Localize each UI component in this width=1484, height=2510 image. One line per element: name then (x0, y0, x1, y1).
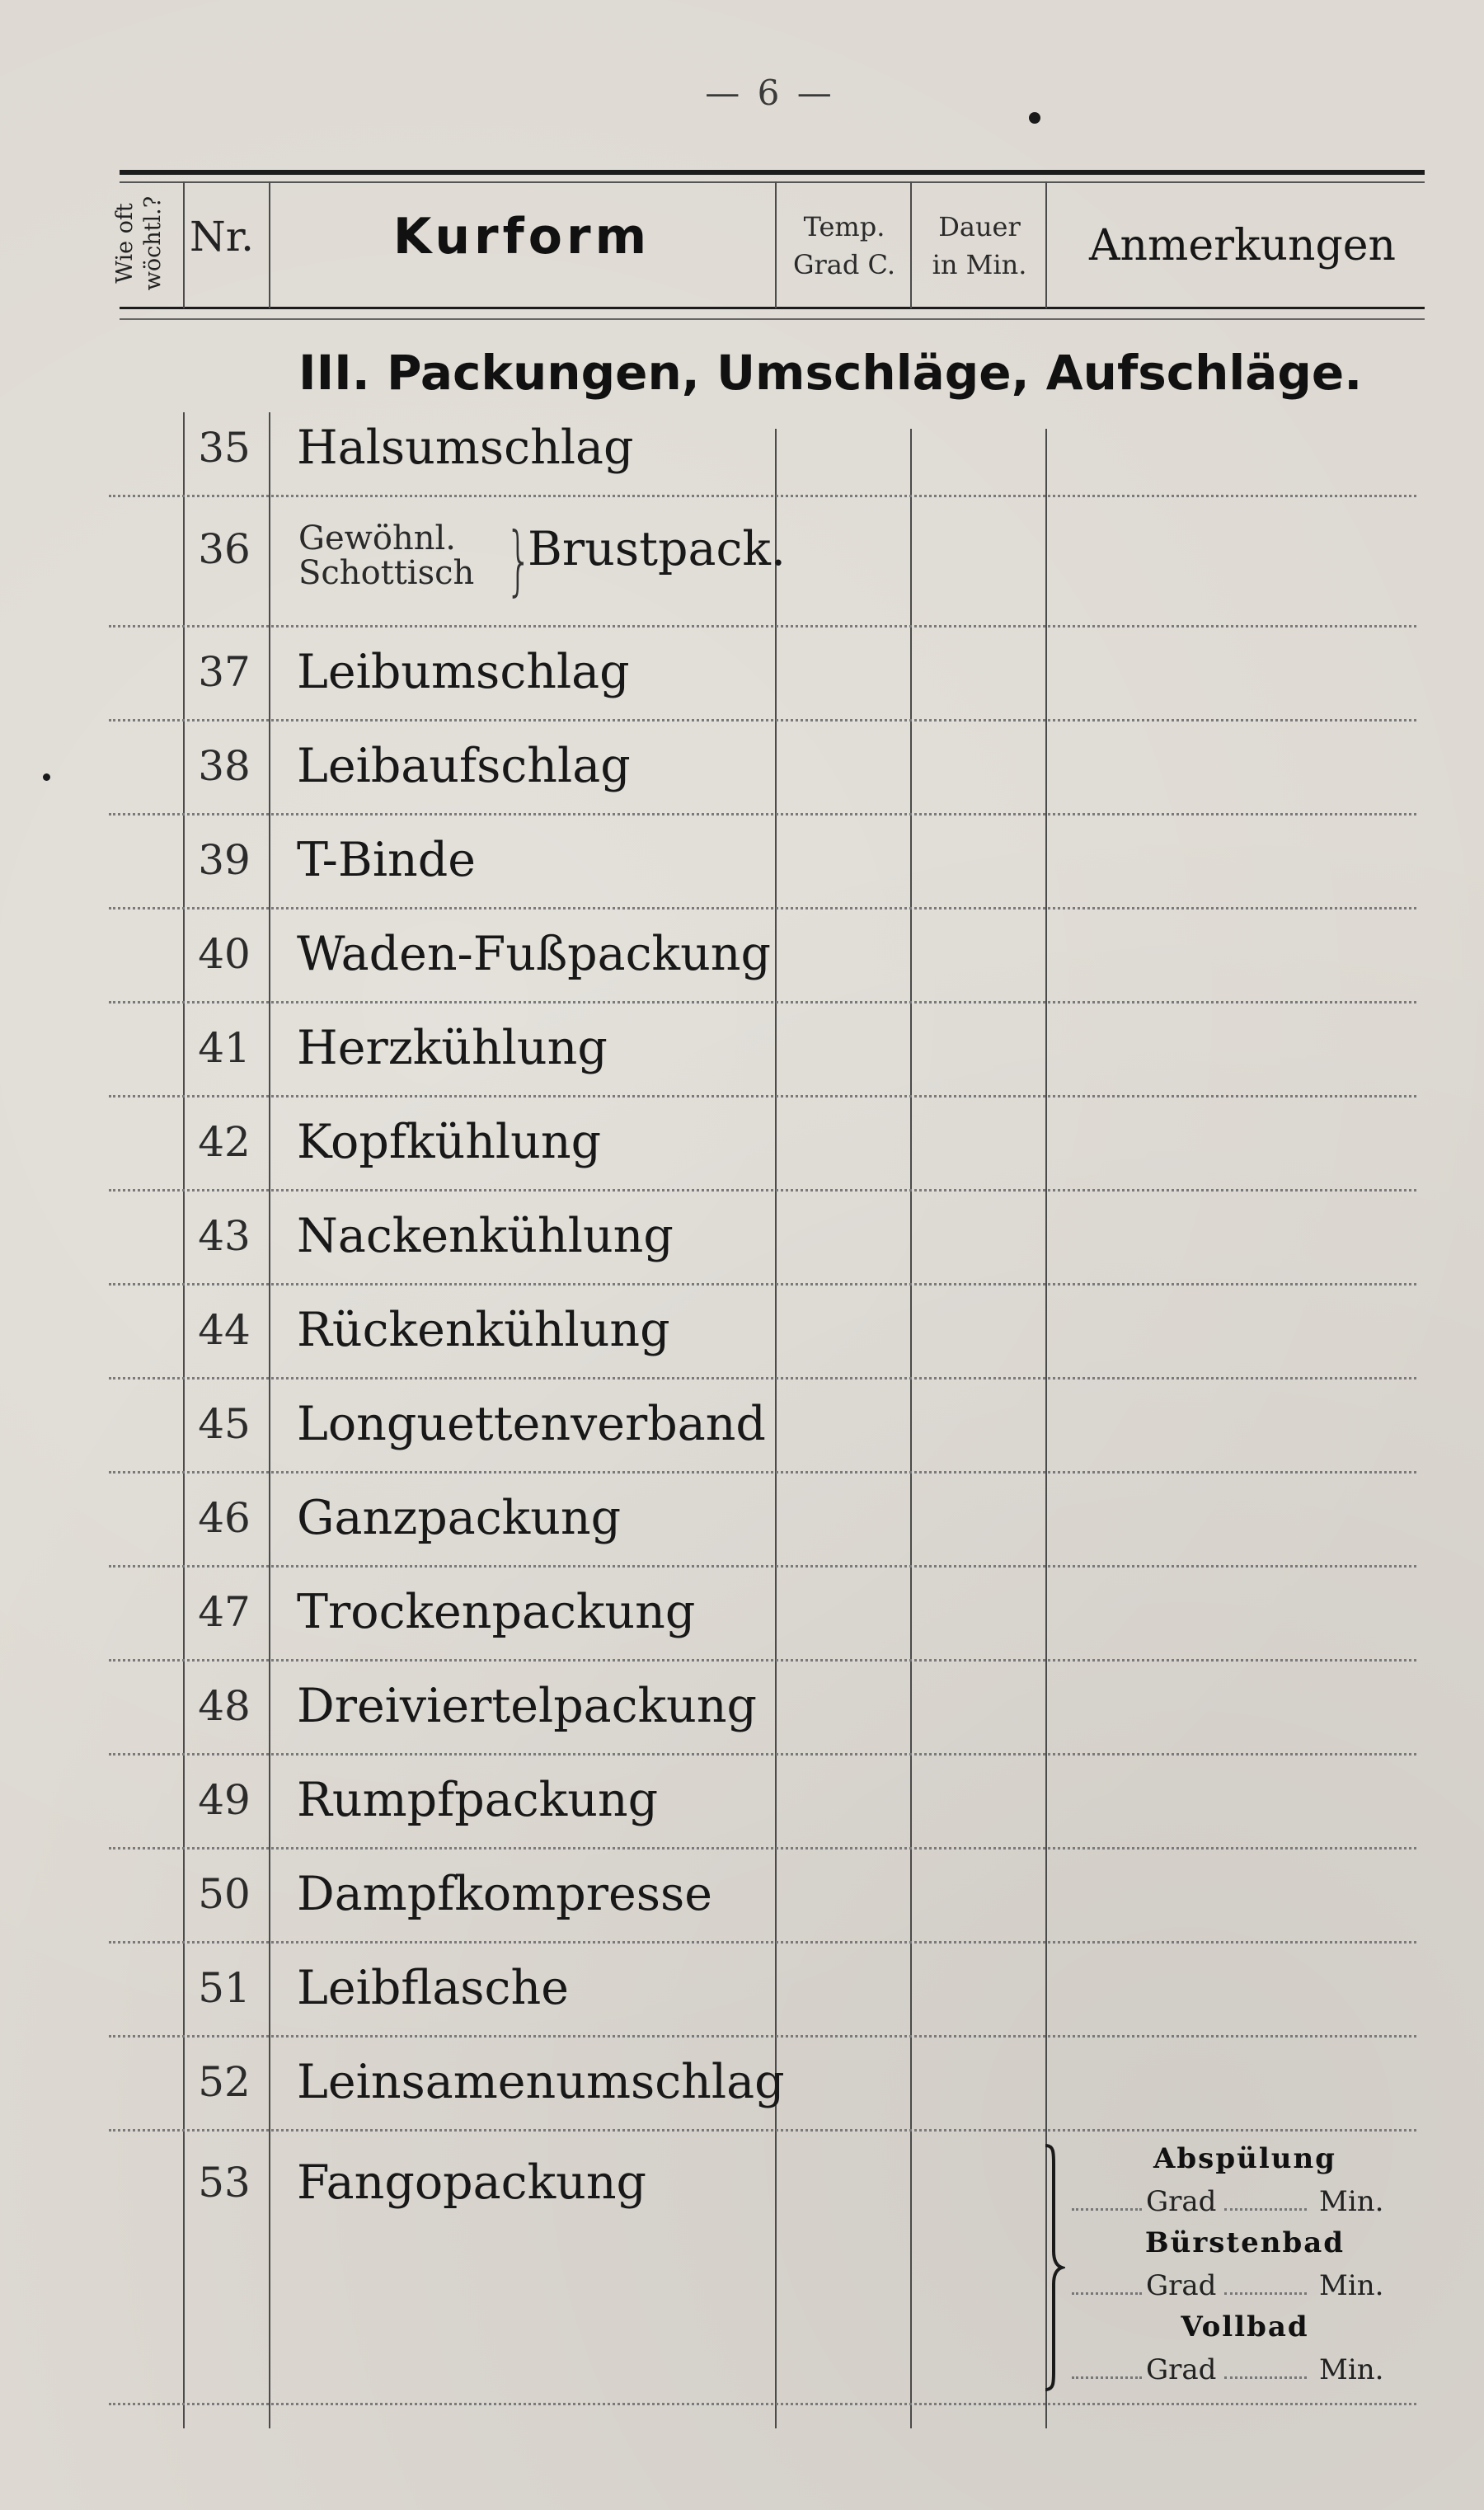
table-row (0, 1565, 1484, 1659)
header-divider (910, 181, 912, 308)
row-number: 51 (198, 1964, 251, 2012)
treatment-name: Waden-Fußpackung (297, 927, 771, 981)
table-row (0, 401, 1484, 495)
notes-brace (1040, 2144, 1065, 2391)
header-top-thin-rule (120, 181, 1425, 183)
header-bottom-rule (120, 307, 1425, 309)
row-number: 35 (198, 424, 251, 472)
header-divider (1045, 181, 1047, 308)
row-number: 53 (198, 2159, 251, 2207)
treatment-name: Ganzpackung (297, 1491, 622, 1545)
table-row (0, 1471, 1484, 1565)
temp-header: Temp. Grad C. (792, 211, 896, 280)
ink-speck (1029, 112, 1040, 124)
fill-in-dots (1224, 2376, 1307, 2379)
table-row (0, 625, 1484, 719)
dauer-header: Dauer in Min. (932, 211, 1027, 280)
brace-glyph: } (505, 516, 533, 604)
note-title-vollbad: Vollbad (1181, 2310, 1309, 2343)
row-number: 36 (198, 525, 251, 573)
row-divider (109, 2129, 1416, 2132)
note-title-abspuelung: Abspülung (1153, 2142, 1336, 2175)
how-often-header: Wie oft wöchtl.? (112, 195, 166, 291)
row-number: 44 (198, 1306, 251, 1354)
treatment-name: Leibumschlag (297, 645, 630, 699)
treatment-name: Rückenkühlung (297, 1303, 670, 1357)
row-number: 47 (198, 1588, 251, 1636)
table-row (0, 2035, 1484, 2129)
row-number: 46 (198, 1494, 251, 1542)
fill-in-dots (1224, 2292, 1307, 2295)
kurform-header: Kurform (392, 208, 651, 266)
treatment-name: Kopfkühlung (297, 1115, 602, 1169)
row-number: 41 (198, 1024, 251, 1072)
section-title: III. Packungen, Umschläge, Aufschläge. (298, 345, 1363, 401)
row-divider (109, 495, 1416, 497)
treatment-name: Longuettenverband (297, 1397, 766, 1451)
table-row (0, 813, 1484, 907)
table-row (0, 1189, 1484, 1283)
row-number: 38 (198, 742, 251, 790)
anmerkungen-header: Anmerkungen (1088, 221, 1397, 270)
treatment-name: Brustpack. (528, 522, 787, 576)
row-number: 39 (198, 836, 251, 884)
nr-header: Nr. (190, 213, 255, 261)
table-row (0, 1001, 1484, 1095)
row-number: 45 (198, 1400, 251, 1448)
table-row (0, 1847, 1484, 1941)
header-divider (183, 181, 185, 308)
row-number: 42 (198, 1118, 251, 1166)
page-number: — 6 — (705, 73, 835, 113)
table-row (0, 907, 1484, 1001)
row-number: 50 (198, 1870, 251, 1918)
table-row (0, 1377, 1484, 1471)
fill-in-dots (1224, 2208, 1307, 2211)
header-divider (775, 181, 777, 308)
treatment-name: Trockenpackung (297, 1585, 696, 1639)
table-row (0, 1659, 1484, 1753)
treatment-name: Leibflasche (297, 1961, 569, 2015)
table-row (0, 719, 1484, 813)
treatment-name: Leibaufschlag (297, 739, 631, 793)
table-row (0, 1095, 1484, 1189)
treatment-name: Dreiviertelpackung (297, 1679, 758, 1733)
treatment-name: Nackenkühlung (297, 1209, 674, 1263)
note-title-buerstenbad: Bürstenbad (1144, 2226, 1345, 2259)
treatment-name: Leinsamenumschlag (297, 2055, 785, 2109)
fill-in-dots (1072, 2376, 1142, 2379)
table-row (0, 506, 1484, 625)
table-row (0, 1283, 1484, 1377)
treatment-name: Halsumschlag (297, 421, 634, 475)
fill-in-dots (1072, 2208, 1142, 2211)
header-bottom-thin-rule (120, 318, 1425, 320)
variant-label-gewoehnl: Gewöhnl. Schottisch (298, 519, 475, 592)
table-row (0, 1753, 1484, 1847)
row-number: 52 (198, 2058, 251, 2106)
table-bottom-line (109, 2403, 1416, 2405)
row-number: 48 (198, 1682, 251, 1730)
page-sheet: — 6 — Wie oft wöchtl.? Nr. Kurform Temp. Grad C. Dauer in Min. Anmerkungen III. Packungen, Umschläge, Aufschläge. 35 Halsumschlag 36 Gewöhnl. Schottisch } Brustpack. 37 Leibumschlag 38 Leibaufschlag 39 T-Binde 40 Waden-Fußpackung 41 Herzkühlung 42 Kopfkühlung 43 Nackenkühlung 44 Rückenkühlung 45 Longuettenverband 46 Ganzpackung 47 Trockenpackung 48 Dreiviertelpackung 49 Rumpfpackung 50 Dampfkompresse 51 Leibflasche 52 Leinsamenumschlag 53 Fangopackung Abspülung Grad Min. Bürstenbad Grad Min. Vollbad Grad Min. (0, 0, 1484, 2510)
treatment-name: Fangopackung (297, 2155, 647, 2210)
row-number: 49 (198, 1776, 251, 1824)
treatment-name: T-Binde (297, 833, 476, 887)
treatment-name: Rumpfpackung (297, 1773, 659, 1827)
table-row (0, 1941, 1484, 2035)
row-number: 40 (198, 930, 251, 978)
row-number: 43 (198, 1212, 251, 1260)
fill-in-dots (1072, 2292, 1142, 2295)
treatment-name: Dampfkompresse (297, 1867, 712, 1921)
header-top-rule (120, 170, 1425, 175)
treatment-name: Herzkühlung (297, 1021, 608, 1075)
row-number: 37 (198, 648, 251, 696)
